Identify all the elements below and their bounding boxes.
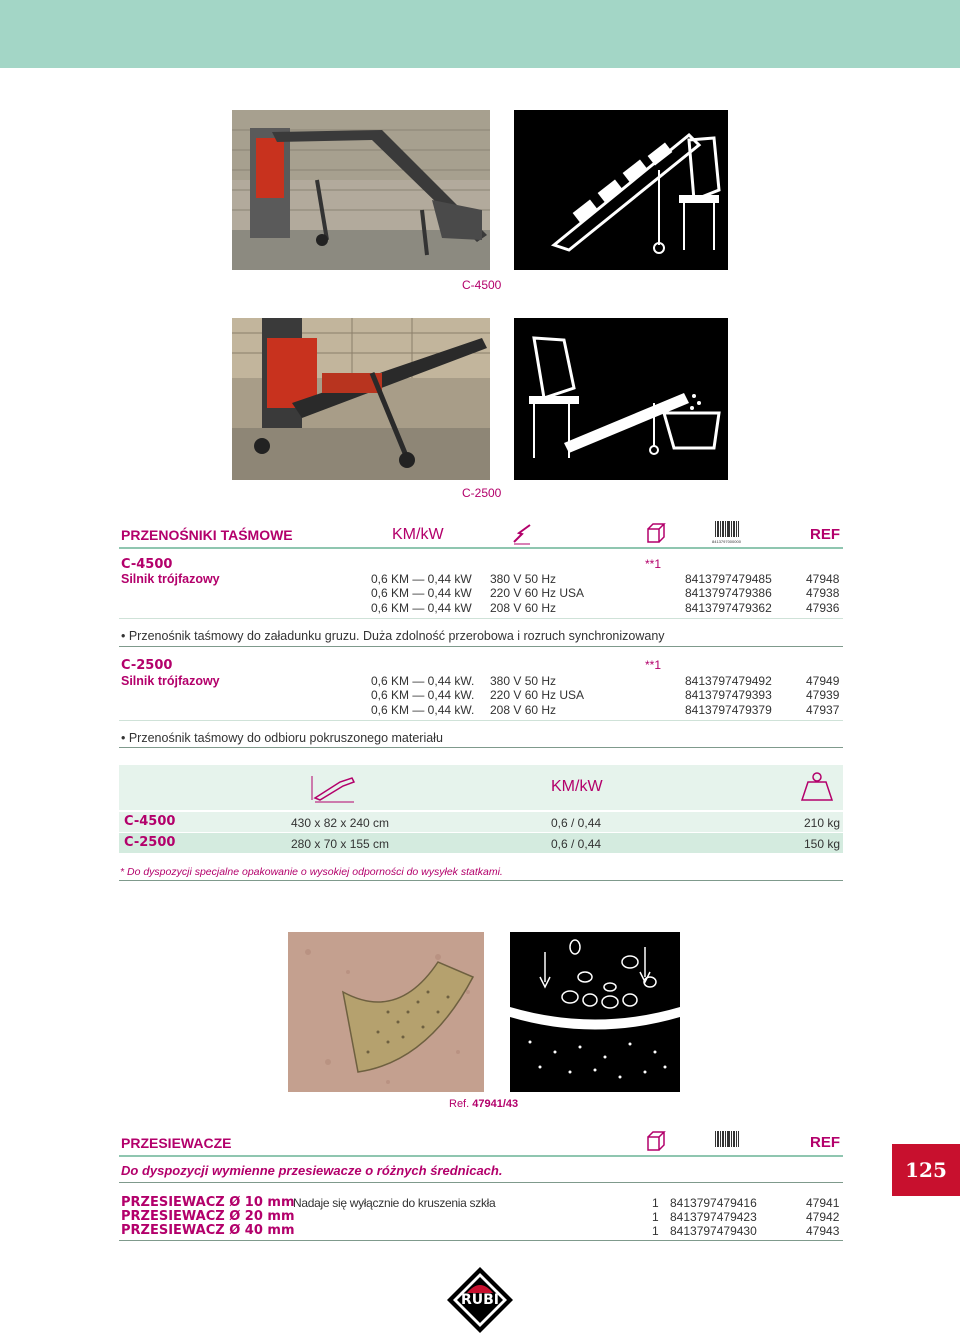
row-ean: 8413797479492 [685,674,772,688]
screen-ref-prefix: Ref. [449,1098,470,1110]
spec-row [119,833,843,853]
c2500-caption: C-2500 [462,486,502,500]
row-voltage: 380 V 50 Hz [490,572,557,586]
screen-name: PRZESIEWACZ Ø 10 mm [121,1195,295,1210]
row-power: 0,6 KM — 0,44 kW [371,601,472,615]
row-power: 0,6 KM — 0,44 kW. [371,703,475,717]
c4500-diagram [514,110,728,270]
screens-bottom-rule [119,1240,843,1241]
pack-code: **1 [645,557,662,571]
screen-ean: 8413797479416 [670,1196,757,1210]
power-column-header: KM/kW [392,526,444,543]
screen-qty: 1 [652,1196,659,1210]
row-ref: 47938 [806,586,840,600]
barcode-icon [714,520,740,549]
spec-model: C-4500 [124,814,176,829]
row-voltage: 220 V 60 Hz USA [490,586,585,600]
screen-diagram [510,932,680,1092]
shipping-note: * Do dyspozycji specjalne opakowanie o wysokiej odporności do wysyłek statkami. [120,866,503,878]
note-rule [119,880,843,881]
spec-power-header: KM/kW [551,778,603,795]
c2500-diagram [514,318,728,480]
screens-ref-header: REF [810,1134,840,1151]
row-ref: 47949 [806,674,840,688]
screen-desc: Nadaje się wyłącznie do kruszenia szkła [293,1196,496,1210]
screen-photo [288,932,484,1092]
model-description: • Przenośnik taśmowy do załadunku gruzu. Duża zdolność przerobowa i rozruch synchronizowany [121,629,665,643]
row-ean: 8413797479485 [685,572,772,586]
subtitle-rule [119,1182,843,1183]
row-voltage: 220 V 60 Hz USA [490,688,585,702]
spec-dims: 280 x 70 x 155 cm [291,837,390,851]
screen-ref: 47941 [806,1196,840,1210]
row-power: 0,6 KM — 0,44 kW [371,586,472,600]
screen-ean: 8413797479423 [670,1210,757,1224]
screen-ref-value: 47941/43 [472,1098,519,1110]
row-voltage: 208 V 60 Hz [490,601,557,615]
row-ean: 8413797479362 [685,601,772,615]
row-ean: 8413797479379 [685,703,772,717]
row-rule [119,720,843,721]
motor-label: Silnik trójfazowy [121,572,220,586]
barcode-number: 8413797000000 [712,539,741,544]
c2500-photo [232,318,490,480]
row-voltage: 208 V 60 Hz [490,703,557,717]
model-name: C-4500 [121,557,173,572]
spec-dims: 430 x 82 x 240 cm [291,816,390,830]
page-number: 125 [892,1144,960,1196]
spec-row [119,812,843,832]
pack-code: **1 [645,658,662,672]
ref-column-header: REF [810,526,840,543]
screens-header-rule [119,1155,843,1157]
top-color-band [0,0,960,68]
spec-weight: 150 kg [804,837,841,851]
spec-power: 0,6 / 0,44 [551,837,602,851]
screen-ref: 47942 [806,1210,840,1224]
screen-name: PRZESIEWACZ Ø 20 mm [121,1209,295,1224]
conveyors-title: PRZENOŚNIKI TAŚMOWE [121,527,293,543]
model-description: • Przenośnik taśmowy do odbioru pokruszonego materiału [121,731,443,745]
row-ean: 8413797479393 [685,688,772,702]
screens-title: PRZESIEWACZE [121,1135,232,1151]
section-rule [119,646,843,647]
row-power: 0,6 KM — 0,44 kW. [371,688,475,702]
row-ref: 47939 [806,688,840,702]
row-ref: 47937 [806,703,840,717]
weight-icon [800,770,834,809]
box-icon [645,1130,667,1157]
row-voltage: 380 V 50 Hz [490,674,557,688]
screen-name: PRZESIEWACZ Ø 40 mm [121,1223,295,1238]
row-rule [119,618,843,619]
c4500-caption: C-4500 [462,278,502,292]
spec-table-header [119,765,843,810]
spec-model: C-2500 [124,835,176,850]
spec-weight: 210 kg [804,816,841,830]
screens-subtitle: Do dyspozycji wymienne przesiewacze o różnych średnicach. [121,1163,503,1178]
screen-ean: 8413797479430 [670,1224,757,1238]
rubi-logo-text: RUBI [460,1292,500,1308]
box-icon [645,522,667,549]
dimensions-icon [310,772,360,809]
screen-ref-caption [449,1098,518,1110]
header-rule [119,547,843,549]
row-ean: 8413797479386 [685,586,772,600]
motor-label: Silnik trójfazowy [121,674,220,688]
row-power: 0,6 KM — 0,44 kW. [371,674,475,688]
section-rule [119,747,843,748]
rubi-logo [445,1265,515,1335]
model-name: C-2500 [121,658,173,673]
screen-qty: 1 [652,1210,659,1224]
screen-ref: 47943 [806,1224,840,1238]
spec-power: 0,6 / 0,44 [551,816,602,830]
screen-qty: 1 [652,1224,659,1238]
row-ref: 47948 [806,572,840,586]
c4500-photo [232,110,490,270]
row-power: 0,6 KM — 0,44 kW [371,572,472,586]
row-ref: 47936 [806,601,840,615]
